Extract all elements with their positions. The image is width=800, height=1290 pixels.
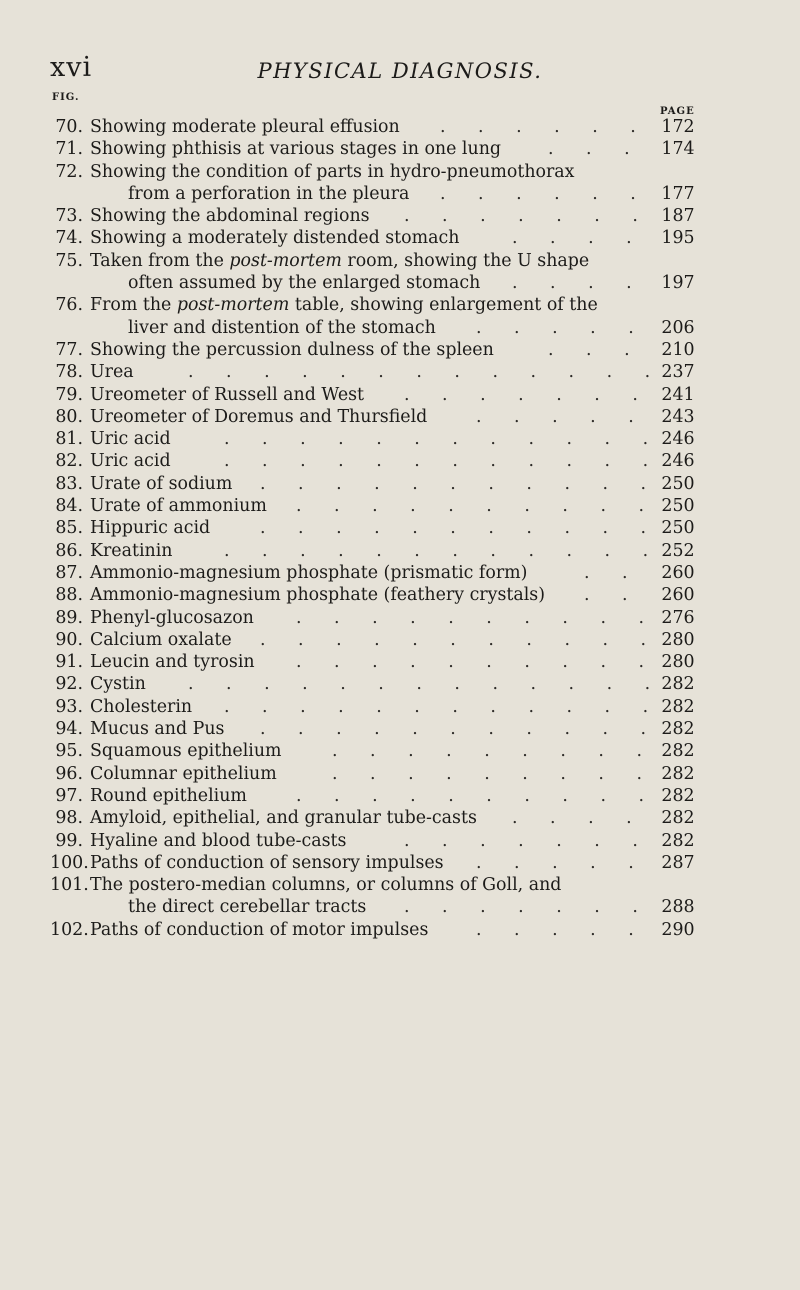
figure-number: 92. xyxy=(55,674,83,695)
list-item xyxy=(50,919,750,941)
dot-leader: . . . xyxy=(548,139,630,160)
list-item xyxy=(50,584,750,606)
figure-caption: Calcium oxalate xyxy=(90,629,232,650)
figure-number: 76. xyxy=(55,295,83,316)
entry-continuation-line xyxy=(50,183,750,205)
page-reference: 174 xyxy=(661,139,695,160)
figure-number: 87. xyxy=(55,562,83,583)
entry-line xyxy=(50,919,750,941)
list-item xyxy=(50,696,750,718)
page-reference: 280 xyxy=(661,652,695,673)
dot-leader: . . . . . . . . . . . . xyxy=(224,696,649,717)
dot-leader: . . . . . . . . . . . . . xyxy=(188,362,651,383)
entry-line xyxy=(50,629,750,651)
figure-number: 85. xyxy=(55,518,83,539)
entry-line xyxy=(50,116,750,138)
entry-line xyxy=(50,294,750,316)
entry-line xyxy=(50,651,750,673)
page-reference: 250 xyxy=(661,496,695,517)
dot-leader: . . . . . . . . . . . xyxy=(260,518,647,539)
dot-leader: . . . . . . . . . xyxy=(332,763,642,784)
list-item xyxy=(50,517,750,539)
figure-number: 100. xyxy=(50,852,89,873)
page-reference: 246 xyxy=(661,451,695,472)
figure-caption: Urate of ammonium xyxy=(90,496,267,517)
figure-number: 83. xyxy=(55,473,83,494)
list-item xyxy=(50,116,750,138)
entry-line xyxy=(50,406,750,428)
list-item xyxy=(50,473,750,495)
figure-number: 91. xyxy=(55,652,83,673)
figure-number: 80. xyxy=(55,406,83,427)
entry-line xyxy=(50,830,750,852)
page-reference: 287 xyxy=(661,852,695,873)
dot-leader: . . xyxy=(584,585,628,606)
entry-line xyxy=(50,495,750,517)
list-item xyxy=(50,874,750,919)
entry-line xyxy=(50,740,750,762)
figure-number: 97. xyxy=(55,785,83,806)
entry-line xyxy=(50,450,750,472)
figure-caption: Mucus and Pus xyxy=(90,719,225,740)
entry-line xyxy=(50,227,750,249)
figure-number: 79. xyxy=(55,384,83,405)
entry-line xyxy=(50,807,750,829)
figure-caption: Round epithelium xyxy=(90,785,247,806)
list-item xyxy=(50,673,750,695)
list-item xyxy=(50,740,750,762)
figure-caption: Leucin and tyrosin xyxy=(90,652,255,673)
page-reference: 177 xyxy=(661,183,695,204)
entry-line xyxy=(50,673,750,695)
dot-leader: . . . . . . . . . . xyxy=(296,785,645,806)
entry-line xyxy=(50,161,750,183)
list-item xyxy=(50,651,750,673)
entry-continuation-line xyxy=(50,896,750,918)
figure-caption: from a perforation in the pleura xyxy=(128,183,410,204)
entry-line xyxy=(50,517,750,539)
list-item xyxy=(50,428,750,450)
page-reference: 282 xyxy=(661,830,695,851)
page-reference: 276 xyxy=(661,607,695,628)
list-item xyxy=(50,384,750,406)
list-of-illustrations xyxy=(50,116,750,941)
entry-line xyxy=(50,562,750,584)
figure-caption: Hyaline and blood tube-casts xyxy=(90,830,347,851)
page-reference: 282 xyxy=(661,696,695,717)
figure-number: 96. xyxy=(55,763,83,784)
list-item xyxy=(50,339,750,361)
entry-line xyxy=(50,785,750,807)
dot-leader: . . . . xyxy=(512,808,632,829)
figure-caption: Amyloid, epithelial, and granular tube-casts xyxy=(90,808,477,829)
dot-leader: . . . . . . . xyxy=(404,384,638,405)
page-reference: 260 xyxy=(661,562,695,583)
page-reference: 288 xyxy=(661,897,695,918)
dot-leader: . . . . . . . xyxy=(404,830,638,851)
figure-caption: Columnar epithelium xyxy=(90,763,277,784)
entry-line xyxy=(50,584,750,606)
page-reference: 260 xyxy=(661,585,695,606)
figure-caption: Urate of sodium xyxy=(90,473,233,494)
list-item xyxy=(50,294,750,339)
page-reference: 290 xyxy=(661,919,695,940)
entry-line xyxy=(50,696,750,718)
figure-number: 72. xyxy=(55,161,83,182)
figure-caption: the direct cerebellar tracts xyxy=(128,897,367,918)
page-reference: 195 xyxy=(661,228,695,249)
dot-leader: . . . . . . . . . . xyxy=(296,652,645,673)
figure-caption: Ammonio-magnesium phosphate (feathery crystals) xyxy=(90,585,546,606)
figure-number: 95. xyxy=(55,741,83,762)
page-reference: 197 xyxy=(661,273,695,294)
figure-number: 84. xyxy=(55,496,83,517)
entry-line xyxy=(50,250,750,272)
figure-number: 70. xyxy=(55,117,83,137)
page-reference: 172 xyxy=(661,117,695,137)
figure-caption: Kreatinin xyxy=(90,540,173,561)
dot-leader: . . . . . . xyxy=(440,117,636,137)
figure-number: 89. xyxy=(55,607,83,628)
list-item xyxy=(50,830,750,852)
figure-caption: Showing the condition of parts in hydro-pneumothorax xyxy=(90,161,575,182)
page-reference: 243 xyxy=(661,406,695,427)
list-item xyxy=(50,763,750,785)
entry-line xyxy=(50,874,750,896)
page-reference: 280 xyxy=(661,629,695,650)
dot-leader: . . xyxy=(584,562,628,583)
figure-caption: Ureometer of Doremus and Thursfield xyxy=(90,406,428,427)
figure-number: 93. xyxy=(55,696,83,717)
dot-leader: . . . . . . . . . . . xyxy=(260,473,647,494)
page-reference: 282 xyxy=(661,785,695,806)
figure-caption: Showing phthisis at various stages in one lung xyxy=(90,139,502,160)
dot-leader: . . . . . xyxy=(476,406,634,427)
dot-leader: . . . . . . . . . . . . xyxy=(224,451,649,472)
figure-caption: Urea xyxy=(90,362,134,383)
list-item xyxy=(50,607,750,629)
dot-leader: . . . . . . . xyxy=(404,206,638,227)
figure-number: 74. xyxy=(55,228,83,249)
figure-caption: Squamous epithelium xyxy=(90,741,282,762)
figure-caption: Cholesterin xyxy=(90,696,193,717)
figure-number: 102. xyxy=(50,919,89,940)
figure-number: 73. xyxy=(55,206,83,227)
dot-leader: . . . . . . . . . . . xyxy=(260,719,647,740)
page-reference: 206 xyxy=(661,317,695,338)
figure-number: 99. xyxy=(55,830,83,851)
figure-caption: From the post-mortem table, showing enlargement of the xyxy=(90,295,598,316)
list-item xyxy=(50,138,750,160)
figure-caption: Uric acid xyxy=(90,451,171,472)
figure-caption: often assumed by the enlarged stomach xyxy=(128,273,481,294)
entry-line xyxy=(50,361,750,383)
dot-leader: . . . . . . . . . . . . xyxy=(224,429,649,450)
list-item xyxy=(50,718,750,740)
figure-caption: Paths of conduction of motor impulses xyxy=(90,919,429,940)
entry-line xyxy=(50,339,750,361)
dot-leader: . . . . . . . . . . xyxy=(296,496,645,517)
figure-number: 82. xyxy=(55,451,83,472)
page-reference: 282 xyxy=(661,741,695,762)
figure-caption: Showing the percussion dulness of the spleen xyxy=(90,339,494,360)
list-item xyxy=(50,495,750,517)
entry-line xyxy=(50,138,750,160)
figure-number: 75. xyxy=(55,250,83,271)
list-item xyxy=(50,562,750,584)
entry-line xyxy=(50,473,750,495)
dot-leader: . . . . . . . xyxy=(404,897,638,918)
figure-number: 101. xyxy=(50,875,89,896)
entry-continuation-line xyxy=(50,272,750,294)
entry-line xyxy=(50,763,750,785)
list-item xyxy=(50,361,750,383)
figure-caption: Hippuric acid xyxy=(90,518,211,539)
figure-number: 86. xyxy=(55,540,83,561)
figure-caption: Ureometer of Russell and West xyxy=(90,384,365,405)
figure-caption: Showing a moderately distended stomach xyxy=(90,228,460,249)
dot-leader: . . . . . . . . . . . xyxy=(260,629,647,650)
list-item xyxy=(50,450,750,472)
entry-line xyxy=(50,428,750,450)
page-column-label: PAGE xyxy=(660,106,695,117)
page-number: xvi xyxy=(50,52,93,83)
dot-leader: . . . . xyxy=(512,273,632,294)
figure-number: 90. xyxy=(55,629,83,650)
figure-number: 78. xyxy=(55,362,83,383)
page-reference: 252 xyxy=(661,540,695,561)
figure-caption: liver and distention of the stomach xyxy=(128,317,436,338)
entry-line xyxy=(50,205,750,227)
entry-line xyxy=(50,718,750,740)
page-reference: 187 xyxy=(661,206,695,227)
list-item xyxy=(50,250,750,295)
figure-caption: Ammonio-magnesium phosphate (prismatic form) xyxy=(90,562,528,583)
list-item xyxy=(50,161,750,206)
figure-number: 98. xyxy=(55,808,83,829)
running-title: PHYSICAL DIAGNOSIS. xyxy=(257,59,543,83)
dot-leader: . . . . . . . . . xyxy=(332,741,642,762)
page-reference: 210 xyxy=(661,339,695,360)
figure-caption: Phenyl-glucosazon xyxy=(90,607,254,628)
entry-continuation-line xyxy=(50,317,750,339)
figure-number: 71. xyxy=(55,139,83,160)
list-item xyxy=(50,227,750,249)
page-reference: 282 xyxy=(661,674,695,695)
dot-leader: . . . xyxy=(548,339,630,360)
dot-leader: . . . . . xyxy=(476,852,634,873)
list-item xyxy=(50,205,750,227)
page-reference: 250 xyxy=(661,473,695,494)
dot-leader: . . . . . . . . . . . . . xyxy=(188,674,651,695)
entry-line xyxy=(50,852,750,874)
page-reference: 246 xyxy=(661,429,695,450)
entry-line xyxy=(50,607,750,629)
dot-leader: . . . . . . . . . . . . xyxy=(224,540,649,561)
page-reference: 282 xyxy=(661,808,695,829)
dot-leader: . . . . . . . . . . xyxy=(296,607,645,628)
list-item xyxy=(50,852,750,874)
list-item xyxy=(50,629,750,651)
page-reference: 237 xyxy=(661,362,695,383)
figure-caption: Cystin xyxy=(90,674,146,695)
figure-number: 88. xyxy=(55,585,83,606)
page-reference: 282 xyxy=(661,763,695,784)
figure-caption: The postero-median columns, or columns of Goll, and xyxy=(90,875,562,896)
entry-line xyxy=(50,540,750,562)
dot-leader: . . . . xyxy=(512,228,632,249)
list-item xyxy=(50,406,750,428)
list-item xyxy=(50,785,750,807)
figure-caption: Paths of conduction of sensory impulses xyxy=(90,852,444,873)
figure-caption: Showing moderate pleural effusion xyxy=(90,117,400,137)
figure-caption: Uric acid xyxy=(90,429,171,450)
figure-caption: Showing the abdominal regions xyxy=(90,206,370,227)
figure-number: 77. xyxy=(55,339,83,360)
figure-number: 94. xyxy=(55,719,83,740)
fig-column-label: FIG. xyxy=(52,92,80,103)
page-reference: 250 xyxy=(661,518,695,539)
dot-leader: . . . . . xyxy=(476,317,634,338)
page-reference: 282 xyxy=(661,719,695,740)
list-item xyxy=(50,540,750,562)
dot-leader: . . . . . xyxy=(476,919,634,940)
dot-leader: . . . . . . xyxy=(440,183,636,204)
list-item xyxy=(50,807,750,829)
figure-number: 81. xyxy=(55,429,83,450)
page-reference: 241 xyxy=(661,384,695,405)
figure-caption: Taken from the post-mortem room, showing the U shape xyxy=(90,250,590,271)
entry-line xyxy=(50,384,750,406)
